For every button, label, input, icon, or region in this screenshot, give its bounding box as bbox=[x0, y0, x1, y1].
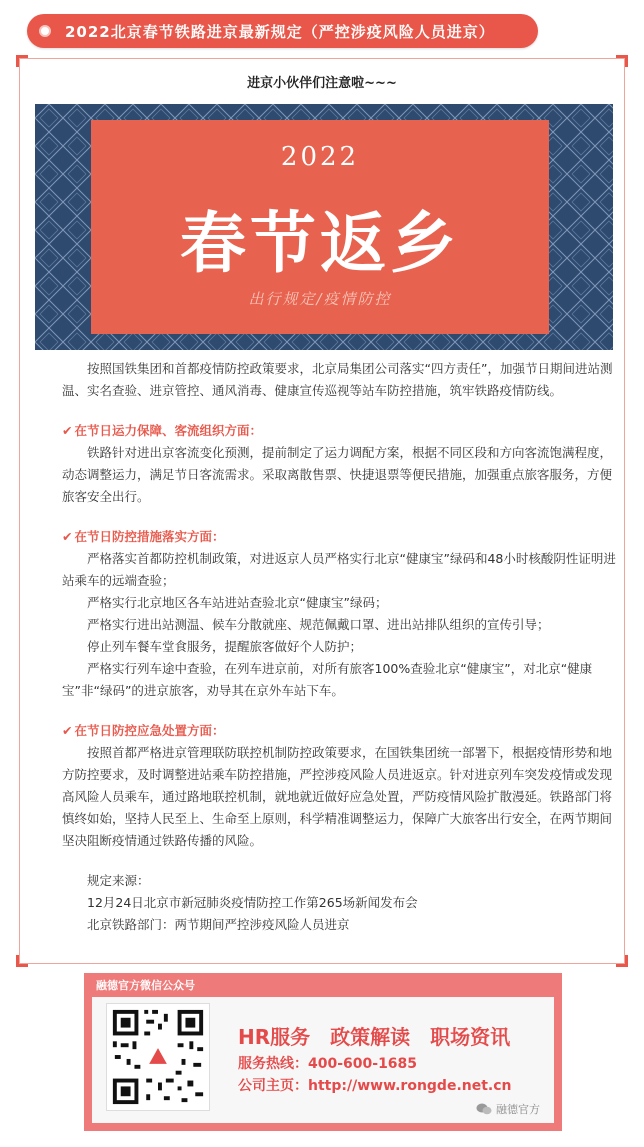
section-heading: ✔ 在节日防控措施落实方面： bbox=[62, 529, 225, 544]
wechat-account bbox=[476, 1101, 540, 1117]
banner-year: 2022 bbox=[280, 142, 360, 172]
wechat-icon bbox=[476, 1103, 492, 1115]
frame-corner bbox=[616, 955, 628, 967]
promo-title: HR服务 政策解读 职场资讯 bbox=[238, 1025, 511, 1049]
check-icon: ✔ bbox=[62, 723, 73, 738]
service-hotline: 服务热线：400-600-1685 bbox=[238, 1056, 418, 1072]
check-icon: ✔ bbox=[62, 529, 73, 544]
list-item: 严格实行列车途中查验，在列车进京前，对所有旅客100%查验北京“健康宝”，对北京“健康宝”非“绿码”的进京旅客，劝导其在京外车站下车。 bbox=[62, 661, 593, 698]
section-heading: ✔ 在节日防控应急处置方面： bbox=[62, 723, 225, 738]
company-homepage-link[interactable]: 公司主页：http://www.rongde.net.cn bbox=[238, 1078, 512, 1094]
banner-main-title: 春节返乡 bbox=[180, 204, 460, 282]
section-paragraph: 铁路针对进出京客流变化预测，提前制定了运力调配方案，根据不同区段和方向客流饱满程度，动态调整运力，满足节日客流需求。采取离散售票、快捷退票等便民措施，加强重点旅客服务，方便旅客安全出行。 bbox=[62, 445, 613, 504]
list-item: 停止列车餐车堂食服务，提醒旅客做好个人防护； bbox=[62, 639, 363, 654]
source-label: 规定来源： bbox=[62, 873, 150, 888]
promo-banner[interactable] bbox=[84, 973, 562, 1131]
frame-corner bbox=[16, 55, 28, 67]
list-item: 严格实行北京地区各车站进站查验北京“健康宝”绿码； bbox=[62, 595, 388, 610]
list-item: 严格实行进出站测温、候车分散就座、规范佩戴口罩、进出站排队组织的宣传引导； bbox=[62, 617, 550, 632]
promo-card bbox=[92, 997, 554, 1123]
section-heading: ✔ 在节日运力保障、客流组织方面： bbox=[62, 423, 262, 438]
banner-subtitle: 出行规定/疫情防控 bbox=[248, 290, 392, 308]
subtitle: 进京小伙伴们注意啦~~~ bbox=[247, 76, 397, 91]
intro-paragraph: 按照国铁集团和首都疫情防控政策要求，北京局集团公司落实“四方责任”，加强节日期间进站测温、实名查验、进京管控、通风消毒、健康宣传巡视等站车防控措施，筑牢铁路疫情防线。 bbox=[62, 361, 613, 398]
source-line: 12月24日北京市新冠肺炎疫情防控工作第265场新闻发布会 bbox=[62, 895, 418, 910]
page-title: 2022北京春节铁路进京最新规定（严控涉疫风险人员进京） bbox=[65, 22, 495, 41]
list-item: 严格落实首都防控机制政策，对进返京人员严格实行北京“健康宝”绿码和48小时核酸阴性证明进站乘车的远端查验； bbox=[62, 551, 616, 588]
banner-card bbox=[91, 120, 549, 334]
source-line: 北京铁路部门：两节期间严控涉疫风险人员进京 bbox=[62, 917, 350, 932]
circle-bullet-icon bbox=[39, 25, 51, 37]
section-paragraph: 按照首都严格进京管理联防联控机制防控政策要求，在国铁集团统一部署下，根据疫情形势和地方防控要求，及时调整进站乘车防控措施，严控涉疫风险人员进返京。针对进京列车突发疫情或发现高风险人员乘车，通过路地联控机制，就地就近做好应急处置，严防疫情风险扩散漫延。铁路部门将慎终如始，坚持人民至上、生命至上原则，科学精准调整运力，保障广大旅客出行安全，在两节期间坚决阻断疫情通过铁路传播的风险。 bbox=[62, 745, 613, 848]
promo-header: 融德官方微信公众号 bbox=[96, 979, 195, 992]
frame-corner bbox=[16, 955, 28, 967]
wechat-name: 融德官方 bbox=[496, 1103, 540, 1116]
qr-code-icon[interactable] bbox=[106, 1003, 210, 1111]
frame-corner bbox=[616, 55, 628, 67]
title-bar bbox=[27, 14, 538, 48]
check-icon: ✔ bbox=[62, 423, 73, 438]
banner-image bbox=[35, 104, 613, 350]
article-body bbox=[62, 358, 618, 936]
